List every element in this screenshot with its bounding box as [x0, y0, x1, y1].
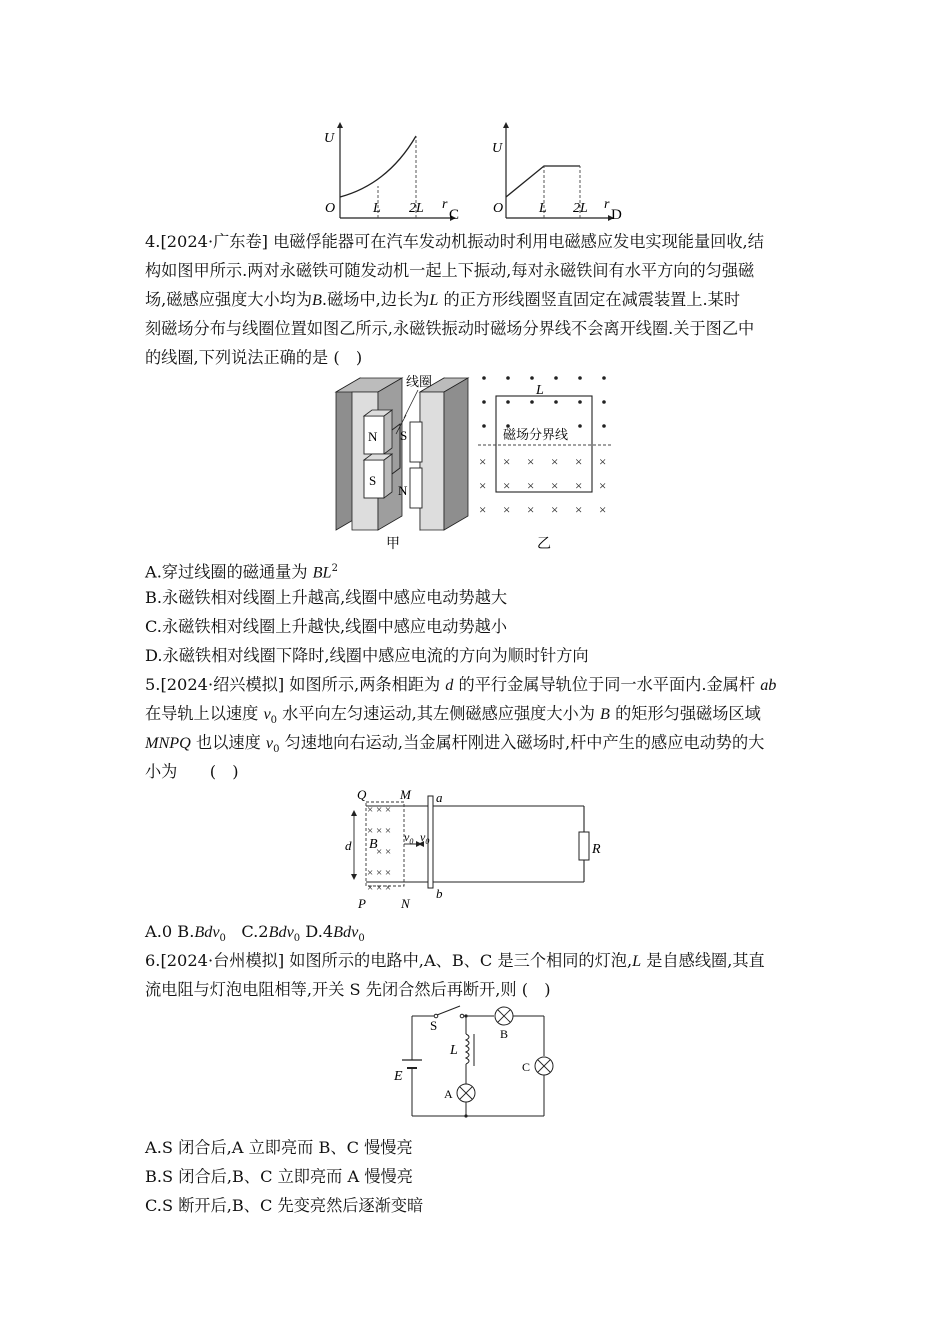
q5-stem-line-2: [145, 704, 761, 731]
q4-stem-text-2: 构如图甲所示.两对永磁铁可随发动机一起上下振动,每对永磁铁间有水平方向的匀强磁: [145, 261, 755, 280]
q6-stem-2: 流电阻与灯泡电阻相等,开关 S 先闭合然后再断开,则 ( ): [145, 980, 551, 999]
pole-n-label-left: N: [368, 429, 378, 444]
q5-option-d-var: Bdv: [333, 923, 359, 941]
battery-label: E: [394, 1069, 403, 1084]
q4-stem-line-3: [145, 290, 740, 310]
q4-option-a-sup: 2: [331, 563, 338, 574]
svg-text:×: ×: [575, 502, 583, 517]
boundary-label: 磁场分界线: [503, 428, 569, 443]
q5-option-c-var: Bdv: [268, 923, 294, 941]
field-dots: [482, 376, 606, 428]
q4-stem-line-2: [145, 261, 754, 281]
resistor-r: [579, 832, 589, 860]
q5-sub-0-b: 0: [273, 744, 280, 756]
q6-stem-1b: 是自感线圈,其直: [641, 951, 765, 970]
graph-d: [480, 118, 630, 226]
graph-c-y-label: U: [324, 131, 335, 146]
q5-option-b-var: Bdv: [194, 923, 220, 941]
q6-stem-1a: 6.[2024·台州模拟] 如图所示的电路中,A、B、C 是三个相同的灯泡,: [145, 951, 633, 970]
q5-var-ab: ab: [760, 676, 777, 694]
q4-stem-line-1: [145, 232, 764, 252]
q5-stem-3a: 也以速度: [190, 733, 266, 752]
graph-d-tick-2l: 2L: [573, 201, 588, 216]
graph-d-y-label: U: [492, 141, 503, 156]
q6-option-b-text: B.S 闭合后,B、C 立即亮而 A 慢慢亮: [145, 1167, 413, 1186]
q5-option-b-sub: 0: [219, 933, 226, 945]
inductor-l: [466, 1034, 469, 1064]
dimension-d: d: [345, 838, 352, 853]
q5-option-a[interactable]: A.0: [145, 922, 173, 941]
graph-c-letter: C: [449, 207, 460, 223]
svg-text:×: ×: [527, 454, 535, 469]
pole-n-label-right: N: [398, 483, 408, 498]
q4-var-b: B: [312, 291, 322, 309]
q4-option-c-text: C.永磁铁相对线圈上升越快,线圈中感应电动势越小: [145, 617, 508, 636]
q5-option-b[interactable]: [177, 922, 226, 945]
corner-n: N: [401, 896, 410, 911]
q4-figure: [330, 370, 620, 555]
q4-option-d-text: D.永磁铁相对线圈下降时,线圈中感应电流的方向为顺时针方向: [145, 646, 589, 665]
rod-a-label: a: [436, 790, 443, 805]
q6-option-c-text: C.S 断开后,B、C 先变亮然后逐渐变暗: [145, 1196, 424, 1215]
q5-stem-3b: 匀速地向右运动,当金属杆刚进入磁场时,杆中产生的感应电动势的大: [279, 733, 765, 752]
rod-b-label: b: [436, 886, 443, 901]
lamp-b-label: B: [500, 1027, 509, 1041]
svg-text:×: ×: [479, 454, 487, 469]
q5-option-d[interactable]: [305, 922, 365, 945]
q6-circuit: [390, 1004, 560, 1124]
svg-text:× × ×: × × ×: [367, 825, 392, 837]
q6-var-l: L: [632, 952, 642, 970]
svg-text:× × ×: × × ×: [367, 867, 392, 879]
q5-option-c[interactable]: [241, 922, 301, 945]
q4-stem-text-3c: 的正方形线圈竖直固定在减震装置上.某时: [438, 290, 741, 309]
q5-option-d-pre: D.4: [305, 922, 334, 941]
svg-text:× ×: × ×: [376, 846, 392, 858]
resistor-label: R: [592, 842, 601, 857]
graph-c-tick-2l: 2L: [409, 201, 424, 216]
q6-stem-line-2: [145, 980, 551, 1000]
svg-text:×: ×: [527, 478, 535, 493]
q5-stem-2b: 水平向左匀速运动,其左侧磁感应强度大小为: [277, 704, 601, 723]
svg-text:×: ×: [599, 502, 607, 517]
q4-stem-line-5: [145, 348, 362, 368]
svg-text:×: ×: [503, 454, 511, 469]
q4-stem-text-5: 的线圈,下列说法正确的是 ( ): [145, 348, 363, 367]
q5-option-c-pre: C.2: [241, 922, 269, 941]
svg-text:×: ×: [527, 502, 535, 517]
svg-text:×: ×: [599, 454, 607, 469]
svg-text:×: ×: [503, 502, 511, 517]
pole-s-label-left: S: [369, 473, 377, 488]
q4-stem-text-1: 4.[2024·广东卷] 电磁俘能器可在汽车发动机振动时利用电磁感应发电实现能量回收,结: [145, 232, 764, 251]
svg-text:×: ×: [479, 478, 487, 493]
q4-option-a-var: BL: [312, 563, 332, 582]
q5-stem-4: 小为 ( ): [145, 762, 239, 781]
svg-text:× × ×: × × ×: [367, 882, 392, 894]
q5-var-v0-b: v: [265, 734, 274, 752]
q4-option-a[interactable]: [145, 559, 338, 582]
svg-text:× × ×: × × ×: [367, 804, 392, 816]
inductor-label: L: [450, 1043, 458, 1058]
q5-stem-line-3: [145, 733, 764, 760]
switch-label: S: [430, 1018, 438, 1033]
graph-c-tick-l: L: [373, 201, 381, 216]
graph-d-letter: D: [611, 207, 622, 223]
field-b-label: B: [369, 837, 378, 852]
graph-d-origin: O: [493, 201, 504, 216]
q4-option-a-text: A.穿过线圈的磁通量为: [145, 562, 313, 582]
q4-option-b-text: B.永磁铁相对线圈上升越高,线圈中感应电动势越大: [145, 588, 508, 607]
graph-d-x-label: r: [604, 197, 610, 212]
lamp-a-label: A: [444, 1087, 453, 1101]
svg-text:×: ×: [599, 478, 607, 493]
figure-label-jia: 甲: [386, 536, 400, 552]
q6-stem-line-1: [145, 951, 765, 971]
svg-text:×: ×: [575, 478, 583, 493]
q5-figure: [340, 786, 610, 912]
lamp-c-label: C: [522, 1060, 531, 1074]
q4-stem-text-3b: .磁场中,边长为: [321, 290, 430, 309]
q4-option-b[interactable]: [145, 588, 507, 608]
svg-text:×: ×: [551, 502, 559, 517]
velocity-right: $v_0$: [420, 830, 430, 846]
corner-m: M: [400, 787, 411, 802]
q4-stem-text-4: 刻磁场分布与线圈位置如图乙所示,永磁铁振动时磁场分界线不会离开线圈.关于图乙中: [145, 319, 755, 338]
graph-d-tick-l: L: [539, 201, 547, 216]
corner-q: Q: [357, 787, 367, 802]
field-crosses: [479, 454, 606, 517]
svg-text:×: ×: [503, 478, 511, 493]
q6-option-a[interactable]: [145, 1138, 413, 1158]
svg-text:×: ×: [479, 502, 487, 517]
q5-var-B: B: [600, 705, 610, 723]
q5-option-d-sub: 0: [358, 933, 365, 945]
graph-c-x-label: r: [442, 197, 448, 212]
figure-label-yi: 乙: [537, 536, 551, 552]
q5-option-b-pre: B.: [177, 922, 195, 941]
q5-sub-0-a: 0: [270, 715, 278, 727]
svg-text:×: ×: [551, 454, 559, 469]
corner-p: P: [358, 896, 366, 911]
q5-stem-2a: 在导轨上以速度: [145, 704, 264, 723]
q5-stem-1b: 的平行金属导轨位于同一水平面内.金属杆: [453, 675, 761, 694]
coil-label: 线圈: [406, 375, 433, 390]
q6-option-a-text: A.S 闭合后,A 立即亮而 B、C 慢慢亮: [145, 1138, 413, 1157]
q5-stem-line-4: [145, 762, 239, 782]
q5-options: [145, 922, 365, 949]
q4-var-l: L: [429, 291, 439, 309]
velocity-left: $v_0$: [404, 830, 414, 846]
q5-var-mnpq: MNPQ: [145, 734, 191, 752]
graph-c: [318, 118, 468, 226]
q4-option-c[interactable]: [145, 617, 507, 637]
q5-stem-1a: 5.[2024·绍兴模拟] 如图所示,两条相距为: [145, 675, 446, 694]
svg-text:×: ×: [551, 478, 559, 493]
q5-stem-line-1: [145, 675, 776, 695]
q4-stem-text-3a: 场,磁感应强度大小均为: [145, 290, 313, 309]
q6-option-c[interactable]: [145, 1196, 423, 1216]
switch-s: [437, 1006, 460, 1015]
q5-var-d: d: [445, 676, 454, 694]
q4-stem-line-4: [145, 319, 754, 339]
svg-text:×: ×: [575, 454, 583, 469]
q6-option-b[interactable]: [145, 1167, 413, 1187]
coil-side-label: L: [536, 383, 544, 398]
pole-s-label-right: S: [400, 428, 408, 443]
graph-c-origin: O: [325, 201, 336, 216]
q5-stem-2c: 的矩形匀强磁场区域: [609, 704, 761, 723]
q5-option-c-sub: 0: [293, 933, 301, 945]
q5-var-v0-a: v: [263, 705, 271, 723]
q4-option-d[interactable]: [145, 646, 589, 666]
